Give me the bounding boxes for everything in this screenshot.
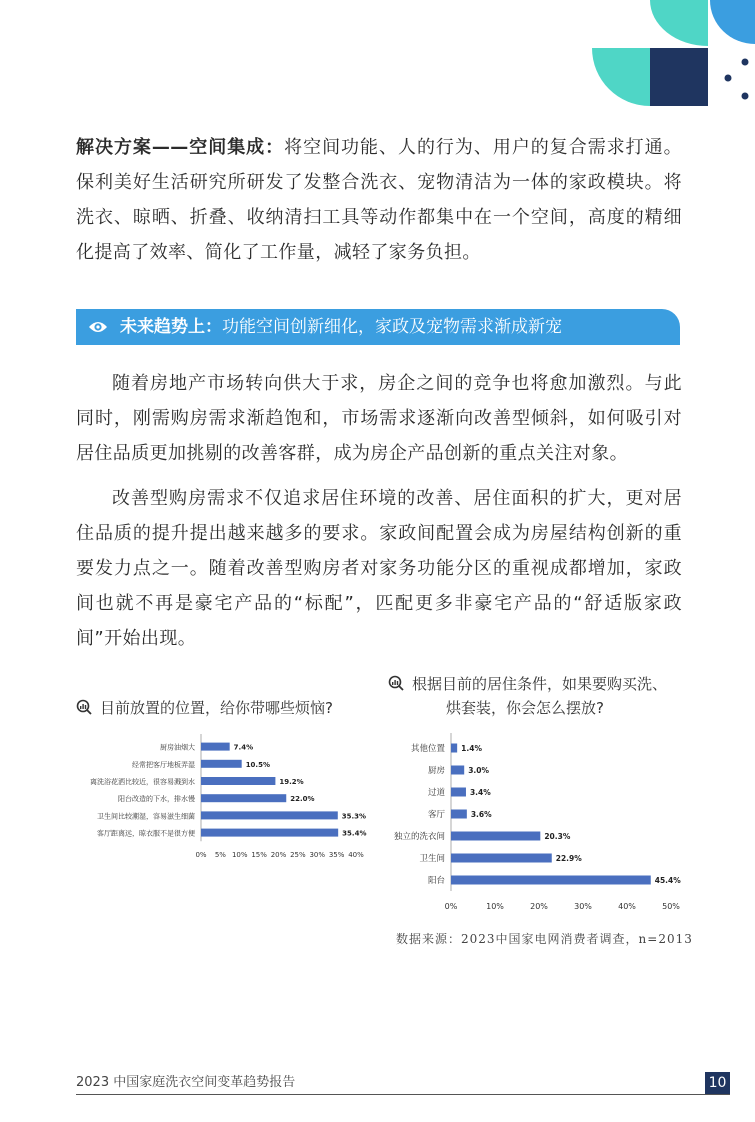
value-label: 3.6%	[470, 810, 492, 819]
tick-label: 0%	[444, 902, 458, 911]
tick-label: 10%	[231, 851, 248, 860]
value-label: 22.0%	[290, 795, 315, 804]
bar	[201, 829, 338, 837]
bar	[451, 766, 464, 775]
bar	[451, 832, 540, 841]
paragraph-demand	[76, 481, 682, 656]
paragraph-lead: 解决方案——空间集成：	[76, 137, 285, 158]
chart-right	[375, 733, 685, 913]
tick-label: 20%	[270, 851, 287, 860]
tick-label: 40%	[348, 851, 364, 860]
category-label: 卫生间比较潮湿，容易滋生细菌	[97, 812, 195, 821]
banner-text: 功能空间创新细化，家政及宠物需求渐成新宠	[222, 317, 562, 337]
paragraph-trend	[76, 366, 682, 471]
tick-label: 50%	[662, 902, 680, 911]
tick-label: 5%	[214, 851, 226, 860]
paragraph-text: 随着房地产市场转向供大于求，房企之间的竞争也将愈加激烈。与此同时，刚需购房需求渐趋饱和，市场需求逐渐向改善型倾斜，如何吸引对居住品质更加挑剔的改善客群，成为房企产品创新的重点关注对象。	[76, 373, 682, 464]
value-label: 10.5%	[245, 760, 270, 769]
category-label: 阳台改造的下水，排水慢	[118, 795, 195, 804]
category-label: 厨房	[427, 766, 445, 776]
tick-label: 25%	[290, 851, 306, 860]
category-label: 离洗浴花洒比较近，很容易溅到水	[90, 778, 195, 786]
paragraph-text: 将空间功能、人的行为、用户的复合需求打通。保利美好生活研究所研发了发整合洗衣、宠物清洁为一体的家政模块。将洗衣、晾晒、折叠、收纳清扫工具等动作都集中在一个空间，高度的精细化提高了效率、简化了工作量，减轻了家务负担。	[76, 137, 682, 263]
chart-title-right	[388, 672, 667, 696]
value-label: 20.3%	[544, 832, 571, 841]
eye-icon	[88, 318, 108, 336]
chart-title-right-line2	[446, 696, 604, 720]
bar	[201, 760, 242, 768]
category-label: 独立的洗衣间	[393, 832, 445, 842]
category-label: 过道	[427, 788, 445, 798]
banner-lead: 未来趋势上：	[120, 317, 222, 337]
data-source: 数据来源：2023中国家电网消费者调查，n=2013	[396, 932, 693, 946]
value-label: 35.3%	[341, 812, 367, 821]
chart-title-left	[76, 696, 333, 720]
chart-title-text: 目前放置的位置，给你带哪些烦恼?	[100, 699, 333, 717]
bar	[451, 876, 651, 885]
tick-label: 0%	[195, 851, 207, 860]
bar	[451, 788, 466, 797]
value-label: 19.2%	[279, 778, 304, 786]
tick-label: 20%	[530, 902, 548, 911]
value-label: 3.4%	[469, 788, 491, 797]
bar	[201, 743, 230, 751]
value-label: 7.4%	[233, 743, 254, 752]
paragraph-solution	[76, 130, 682, 270]
category-label: 经常把客厅地板弄湿	[132, 760, 195, 769]
tick-label: 10%	[486, 902, 504, 911]
magnifier-chart-icon	[76, 699, 92, 715]
category-label: 厨房油烟大	[160, 743, 195, 752]
banner-title	[120, 309, 562, 345]
value-label: 35.4%	[342, 829, 367, 838]
bar	[201, 777, 275, 785]
magnifier-chart-icon	[388, 675, 404, 691]
tick-label: 40%	[618, 902, 636, 911]
chart-left	[60, 730, 370, 880]
value-label: 45.4%	[654, 876, 681, 885]
tick-label: 30%	[309, 851, 326, 860]
category-label: 客厅距离远，晾衣服不是很方便	[97, 829, 195, 838]
page-number: 10	[705, 1072, 730, 1094]
category-label: 其他位置	[410, 744, 445, 754]
tick-label: 15%	[251, 851, 267, 860]
chart-title-text-line1: 根据目前的居住条件，如果要购买洗、	[412, 675, 668, 693]
tick-label: 35%	[328, 851, 345, 860]
footer-divider	[76, 1094, 730, 1095]
value-label: 22.9%	[555, 854, 582, 863]
section-banner	[76, 309, 680, 345]
value-label: 1.4%	[461, 744, 482, 753]
category-label: 客厅	[427, 810, 445, 820]
bar	[201, 794, 286, 802]
bar	[451, 810, 467, 819]
category-label: 卫生间	[419, 854, 445, 864]
category-label: 阳台	[427, 876, 445, 886]
paragraph-text: 改善型购房需求不仅追求居住环境的改善、居住面积的扩大，更对居住品质的提升提出越来越多的要求。家政间配置会成为房屋结构创新的重要发力点之一。随着改善型购房者对家务功能分区的重视成都增加，家政间也就不再是豪宅产品的“标配”，匹配更多非豪宅产品的“舒适版家政间”开始出现。	[76, 488, 682, 649]
value-label: 3.0%	[468, 766, 490, 775]
bar	[201, 811, 338, 819]
tick-label: 30%	[574, 902, 592, 911]
footer-report-title: 2023 中国家庭洗衣空间变革趋势报告	[76, 1075, 296, 1090]
bar	[451, 744, 457, 753]
decorative-header-shapes	[0, 0, 755, 120]
bar	[451, 854, 552, 863]
chart-title-text-line2: 烘套装，你会怎么摆放?	[446, 699, 604, 717]
